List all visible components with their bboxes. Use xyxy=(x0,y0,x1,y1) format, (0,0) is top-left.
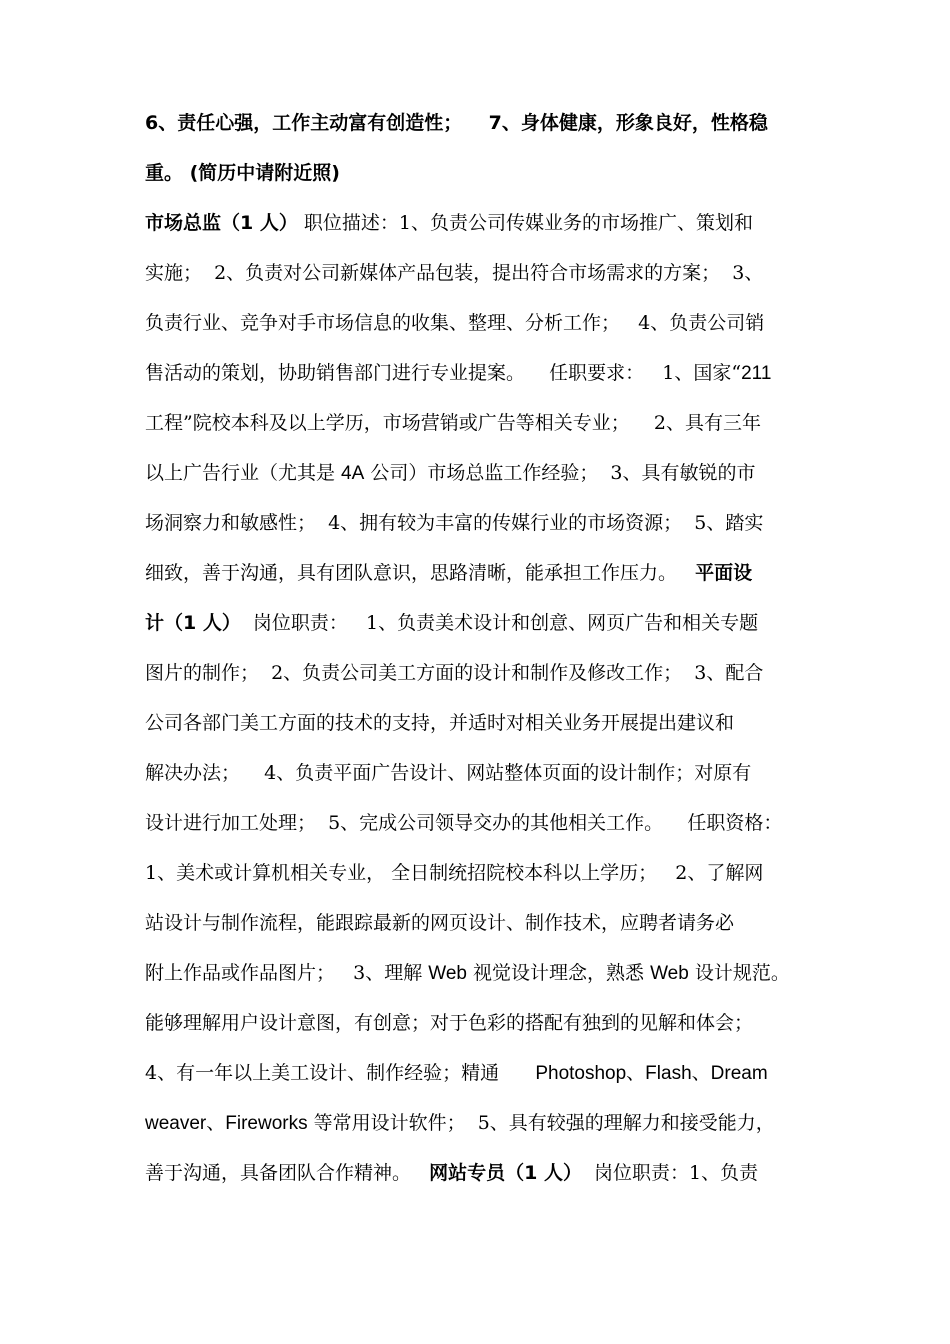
text-run: 4、有一年以上美工设计、制作经验；精通 xyxy=(145,1062,536,1084)
text-run: 能够理解用户设计意图，有创意；对于色彩的搭配有独到的见解和体会； xyxy=(145,1012,754,1034)
text-run: 公司各部门美工方面的技术的支持，并适时对相关业务开展提出建议和 xyxy=(145,712,735,734)
text-run: 设计规范。 xyxy=(688,962,790,984)
text-run: 公司）市场总监工作经验； 3、具有敏锐的市 xyxy=(364,462,756,484)
text-run: 以上广告行业（尤其是 xyxy=(145,462,342,484)
text-line xyxy=(145,398,825,448)
text-run: 岗位职责： 1、负责美术设计和创意、网页广告和相关专题 xyxy=(240,612,759,634)
text-line xyxy=(145,948,825,998)
text-run: 解决办法； 4、负责平面广告设计、网站整体页面的设计制作；对原有 xyxy=(145,762,752,784)
text-run: 等常用设计软件； 5、具有较强的理解力和接受能力， xyxy=(307,1112,775,1134)
text-run: 211 xyxy=(741,363,772,384)
text-line xyxy=(145,898,825,948)
document-body xyxy=(145,98,825,1198)
text-run: 细致，善于沟通，具有团队意识，思路清晰，能承担工作压力。 xyxy=(145,562,696,584)
text-line xyxy=(145,598,825,648)
text-line xyxy=(145,698,825,748)
text-run: 场洞察力和敏感性； 4、拥有较为丰富的传媒行业的市场资源； 5、踏实 xyxy=(145,512,764,534)
text-line xyxy=(145,498,825,548)
text-line xyxy=(145,848,825,898)
text-run: 视觉设计理念，熟悉 xyxy=(466,962,651,984)
text-line xyxy=(145,998,825,1048)
text-line xyxy=(145,648,825,698)
text-line xyxy=(145,348,825,398)
text-line xyxy=(145,548,825,598)
bold-text: 网站专员（1 人） xyxy=(429,1162,582,1184)
text-run: 站设计与制作流程，能跟踪最新的网页设计、制作技术，应聘者请务必 xyxy=(145,912,735,934)
text-line xyxy=(145,1148,825,1198)
text-run: 善于沟通，具备团队合作精神。 xyxy=(145,1162,430,1184)
text-run: 实施； 2、负责对公司新媒体产品包装，提出符合市场需求的方案； 3、 xyxy=(145,262,764,284)
text-run: Web xyxy=(428,963,467,984)
bold-text: 6、责任心强，工作主动富有创造性； 7、身体健康，形象良好，性格稳 xyxy=(145,112,768,134)
text-run: 负责行业、竞争对手市场信息的收集、整理、分析工作； 4、负责公司销 xyxy=(145,312,765,334)
bold-text: 平面设 xyxy=(695,562,753,584)
text-run: 工程”院校本科及以上学历，市场营销或广告等相关专业； 2、具有三年 xyxy=(145,412,761,434)
text-line xyxy=(145,1098,825,1148)
text-run: 职位描述：1、负责公司传媒业务的市场推广、策划和 xyxy=(297,212,753,234)
text-line xyxy=(145,748,825,798)
text-run: Photoshop、Flash、Dream xyxy=(535,1063,768,1084)
text-run: 设计进行加工处理； 5、完成公司领导交办的其他相关工作。 任职资格： xyxy=(145,812,783,834)
text-run: weaver、Fireworks xyxy=(145,1113,308,1134)
text-line xyxy=(145,798,825,848)
text-run: Web xyxy=(650,963,689,984)
text-line xyxy=(145,1048,825,1098)
text-line xyxy=(145,148,825,198)
text-line xyxy=(145,248,825,298)
bold-text: 计（1 人） xyxy=(145,612,241,634)
text-line xyxy=(145,448,825,498)
text-run: 图片的制作； 2、负责公司美工方面的设计和制作及修改工作； 3、配合 xyxy=(145,662,764,684)
text-line xyxy=(145,98,825,148)
text-line xyxy=(145,198,825,248)
bold-text: 重。 (简历中请附近照) xyxy=(145,162,340,184)
text-run: 4A xyxy=(341,463,365,484)
text-run: 附上作品或作品图片； 3、理解 xyxy=(145,962,429,984)
text-run: 岗位职责：1、负责 xyxy=(581,1162,759,1184)
text-run: 1、美术或计算机相关专业， 全日制统招院校本科以上学历； 2、了解网 xyxy=(145,862,764,884)
bold-text: 市场总监（1 人） xyxy=(145,212,298,234)
text-line xyxy=(145,298,825,348)
text-run: 售活动的策划，协助销售部门进行专业提案。 任职要求： 1、国家“ xyxy=(145,362,742,384)
